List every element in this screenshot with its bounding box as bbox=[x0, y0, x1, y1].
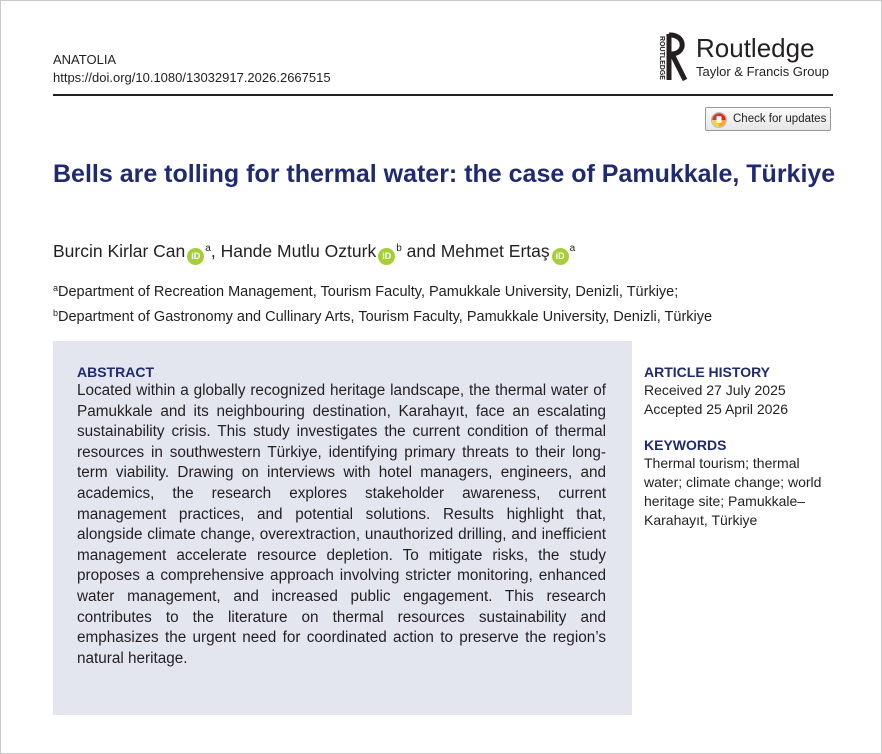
affiliation-mark: b bbox=[53, 308, 59, 318]
affiliation-text: Department of Gastronomy and Cullinary Arts, Tourism Faculty, Pamukkale University, Denizli, Türkiye bbox=[58, 309, 713, 325]
keywords-text: Thermal tourism; thermal water; climate change; world heritage site; Pamukkale–Karahayıt, Türkiye bbox=[644, 455, 822, 528]
abstract-box bbox=[53, 341, 632, 715]
doi-link[interactable]: https://doi.org/10.1080/13032917.2026.2667515 bbox=[53, 70, 331, 85]
affiliation-line bbox=[53, 278, 712, 303]
keywords-heading: KEYWORDS bbox=[644, 437, 727, 453]
check-updates-label: Check for updates bbox=[733, 113, 827, 125]
article-title: Bells are tolling for thermal water: the case of Pamukkale, Türkiye bbox=[53, 160, 836, 188]
check-for-updates-button[interactable] bbox=[705, 107, 831, 131]
svg-text:ROUTLEDGE: ROUTLEDGE bbox=[658, 36, 665, 80]
affiliation-mark: b bbox=[396, 243, 402, 254]
affiliations bbox=[53, 278, 712, 328]
orcid-icon[interactable]: iD bbox=[552, 248, 569, 265]
affiliation-line bbox=[53, 303, 712, 328]
affiliation-mark: a bbox=[569, 243, 576, 254]
author-name[interactable]: Burcin Kirlar Can bbox=[53, 241, 186, 261]
publisher-name: Routledge bbox=[696, 33, 815, 63]
received-date: Received 27 July 2025 bbox=[644, 382, 786, 398]
affiliation-mark: a bbox=[205, 243, 211, 254]
accepted-date: Accepted 25 April 2026 bbox=[644, 401, 788, 417]
abstract-heading: ABSTRACT bbox=[77, 364, 154, 380]
journal-name: ANATOLIA bbox=[53, 52, 117, 67]
orcid-icon[interactable]: iD bbox=[187, 248, 204, 265]
publisher-group: Taylor & Francis Group bbox=[696, 64, 829, 79]
routledge-logo-icon bbox=[651, 31, 689, 83]
author-separator: and bbox=[401, 241, 441, 261]
affiliation-mark: a bbox=[53, 283, 59, 293]
check-updates-icon bbox=[711, 112, 727, 128]
author-separator: , bbox=[210, 241, 221, 261]
abstract-text: Located within a globally recognized heritage landscape, the thermal water of Pamukkale and its neighbouring destination, Karahayıt, face an escalating sustainability crisis. This study investigates the current condition of thermal resources in southwestern Türkiye, identifying primary threats to their long-term viability. Drawing on interviews with hotel managers, engineers, and academics, the research explores stakeholder awareness, current management practices, and potential solutions. Results highlight that, alongside climate change, overextraction, unauthorized drilling, and inefficient management accelerate resource depletion. To mitigate risks, the study proposes a comprehensive approach involving stricter monitoring, enhanced water management, and increased public engagement. This research contributes to the literature on thermal resources sustainability and emphasizes the urgent need for coordinated action to preserve the region’s natural heritage. bbox=[77, 382, 606, 667]
author-name[interactable]: Mehmet Ertaş bbox=[440, 241, 550, 261]
header-divider bbox=[53, 94, 833, 96]
orcid-icon[interactable]: iD bbox=[378, 248, 395, 265]
author-name[interactable]: Hande Mutlu Ozturk bbox=[220, 241, 377, 261]
author-list bbox=[53, 237, 575, 265]
article-metadata-sidebar bbox=[644, 363, 844, 530]
affiliation-text: Department of Recreation Management, Tourism Faculty, Pamukkale University, Denizli, Türkiye; bbox=[58, 284, 679, 300]
publisher-logo[interactable] bbox=[651, 31, 836, 83]
article-history-heading: ARTICLE HISTORY bbox=[644, 364, 771, 380]
